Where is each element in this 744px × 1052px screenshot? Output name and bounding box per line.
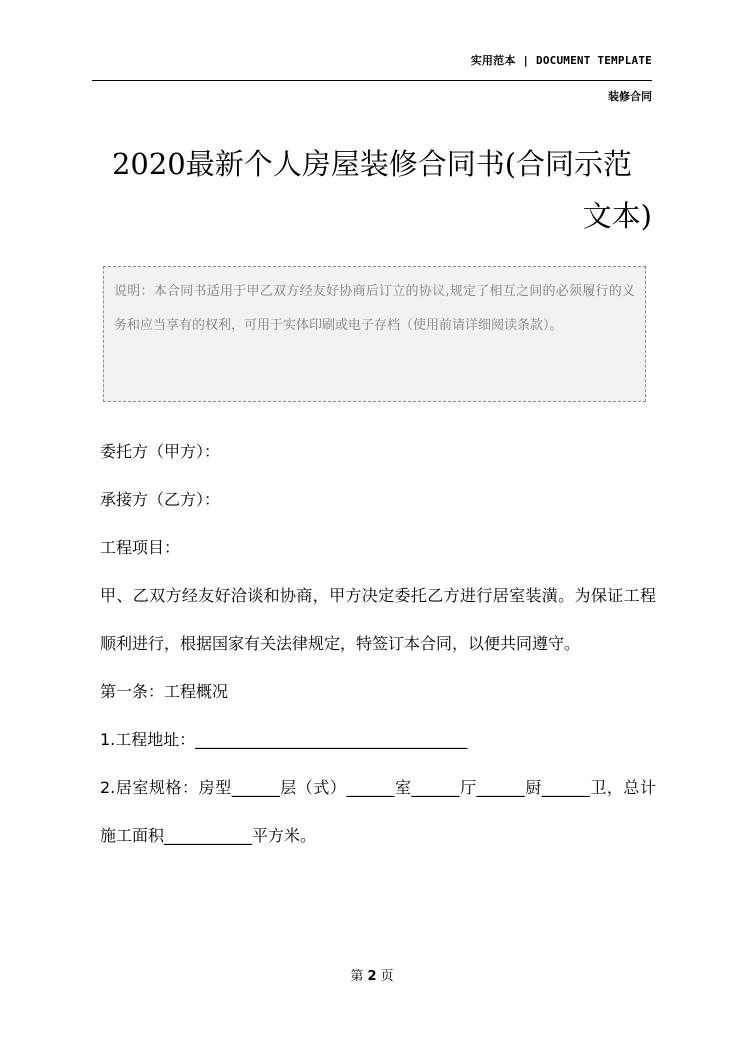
project-line: 工程项目： <box>100 538 181 557</box>
page-footer <box>0 965 744 984</box>
header-document-template-label: 实用范本 | DOCUMENT TEMPLATE <box>470 54 652 67</box>
header-category-label: 装修合同 <box>608 90 652 103</box>
document-title-line-2: 文本) <box>582 199 652 233</box>
document-title <box>92 138 652 242</box>
page-suffix: 页 <box>380 969 394 984</box>
description-note-box: 说明：本合同书适用于甲乙双方经友好协商后订立的协议,规定了相互之间的必须履行的义务和应当享有的权利，可用于实体印刷或电子存档（使用前请详细阅读条款）。 <box>103 266 646 402</box>
page-prefix: 第 <box>350 969 364 984</box>
party-a-line: 委托方（甲方）： <box>100 442 221 461</box>
item-1-address: 1.工程地址：__________________________________ <box>100 730 468 749</box>
contract-body <box>100 428 656 860</box>
item-2-room-spec: 2.居室规格：房型______层（式）______室______厅______厨______卫，总计施工面积___________平方米。 <box>100 778 656 845</box>
header-divider <box>92 80 652 81</box>
article-1-heading: 第一条：工程概况 <box>100 682 229 701</box>
document-title-line-1: 2020最新个人房屋装修合同书(合同示范 <box>111 147 633 181</box>
page-number: 2 <box>367 969 377 984</box>
intro-paragraph: 甲、乙双方经友好洽谈和协商，甲方决定委托乙方进行居室装潢。为保证工程顺利进行，根据国家有关法律规定，特签订本合同，以便共同遵守。 <box>100 586 656 653</box>
party-b-line: 承接方（乙方）： <box>100 490 221 509</box>
